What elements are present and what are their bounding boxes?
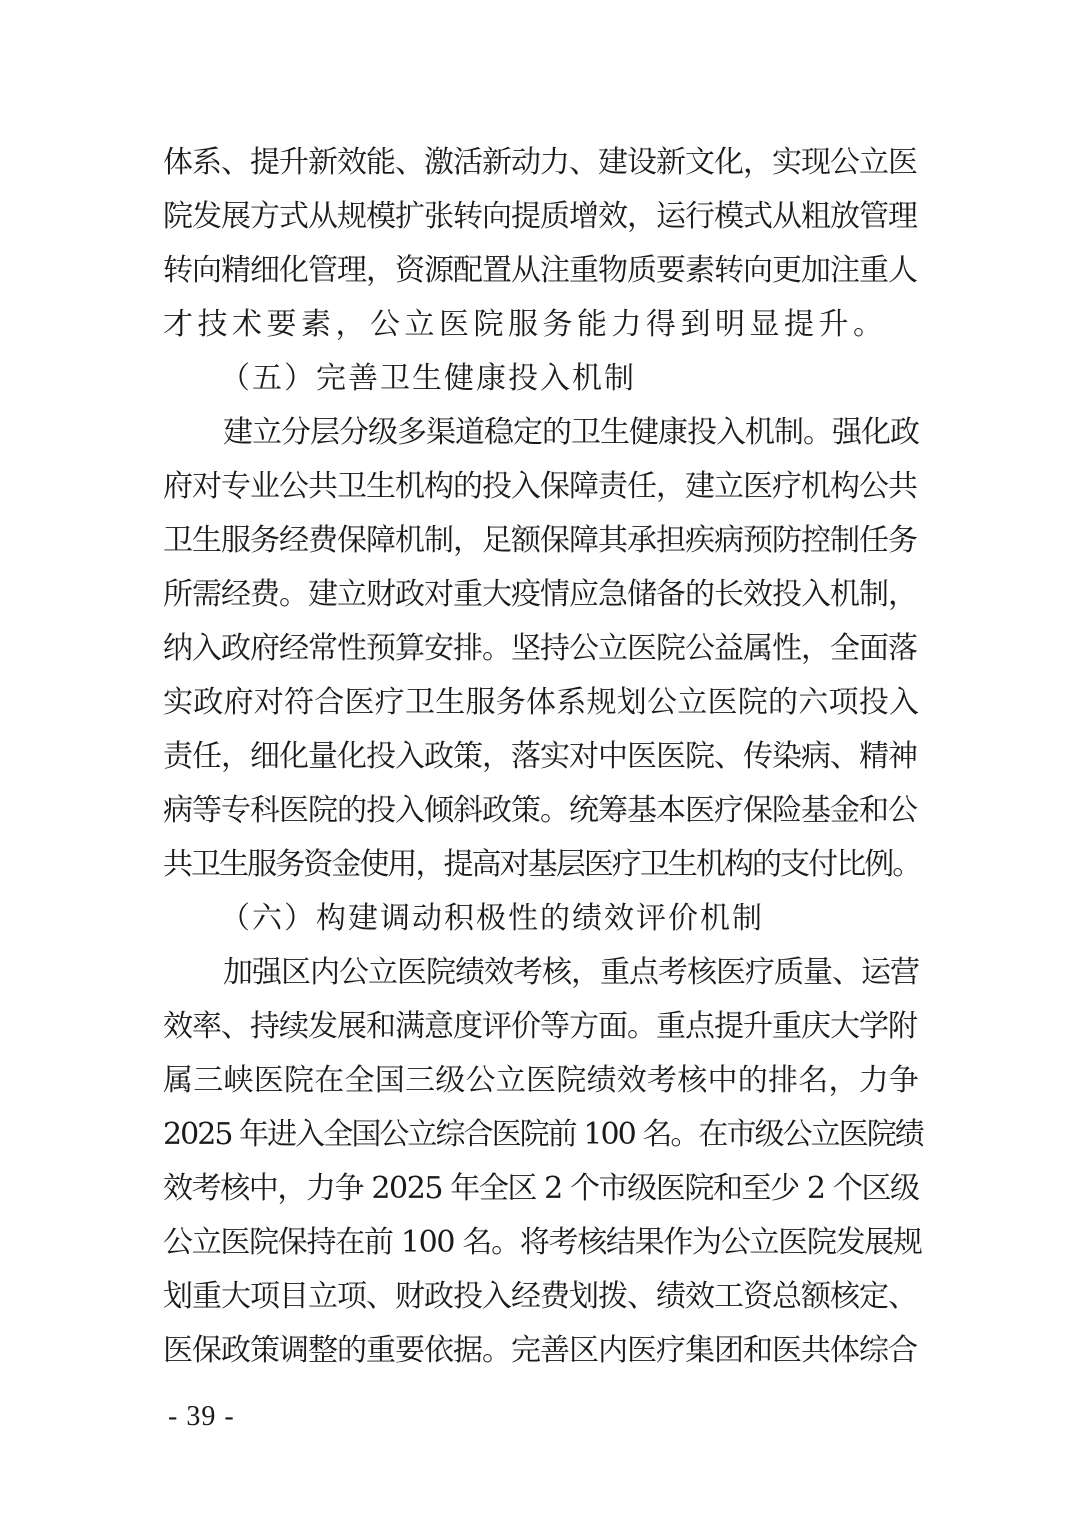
section-heading-five: （五）完善卫生健康投入机制 [220,361,636,396]
body-line: 医保政策调整的重要依据。完善区内医疗集团和医共体综合 [163,1333,917,1368]
body-line: 属三峡医院在全国三级公立医院绩效考核中的排名，力争 [163,1063,920,1098]
body-line: 纳入政府经常性预算安排。坚持公立医院公益属性，全面落 [163,631,917,666]
body-line: 划重大项目立项、财政投入经费划拨、绩效工资总额核定、 [163,1279,917,1314]
body-line: 共卫生服务资金使用，提高对基层医疗卫生机构的支付比例。 [163,847,921,882]
body-line: 实政府对符合医疗卫生服务体系规划公立医院的六项投入 [163,685,920,720]
body-line: 建立分层分级多渠道稳定的卫生健康投入机制。强化政 [223,415,919,450]
body-line: 2025 年进入全国公立综合医院前 100 名。在市级公立医院绩 [163,1117,923,1152]
body-line: 体系、提升新效能、激活新动力、建设新文化，实现公立医 [163,145,917,180]
body-line: 加强区内公立医院绩效考核，重点考核医疗质量、运营 [223,955,919,990]
body-line: 责任，细化量化投入政策，落实对中医医院、传染病、精神 [163,739,917,774]
body-line: 效考核中，力争 2025 年全区 2 个市级医院和至少 2 个区级 [163,1171,919,1206]
body-line: 病等专科医院的投入倾斜政策。统筹基本医疗保险基金和公 [163,793,917,828]
body-line: 公立医院保持在前 100 名。将考核结果作为公立医院发展规 [163,1225,922,1260]
body-line: 府对专业公共卫生机构的投入保障责任，建立医疗机构公共 [163,469,917,504]
body-line: 转向精细化管理，资源配置从注重物质要素转向更加注重人 [163,253,917,288]
body-line: 卫生服务经费保障机制，足额保障其承担疾病预防控制任务 [163,523,917,558]
body-line: 才技术要素，公立医院服务能力得到明显提升。 [163,307,888,342]
body-line: 所需经费。建立财政对重大疫情应急储备的长效投入机制， [163,577,917,612]
page-number: - 39 - [168,1401,235,1432]
section-heading-six: （六）构建调动积极性的绩效评价机制 [220,901,764,936]
body-line: 院发展方式从规模扩张转向提质增效，运行模式从粗放管理 [163,199,917,234]
body-line: 效率、持续发展和满意度评价等方面。重点提升重庆大学附 [163,1009,917,1044]
